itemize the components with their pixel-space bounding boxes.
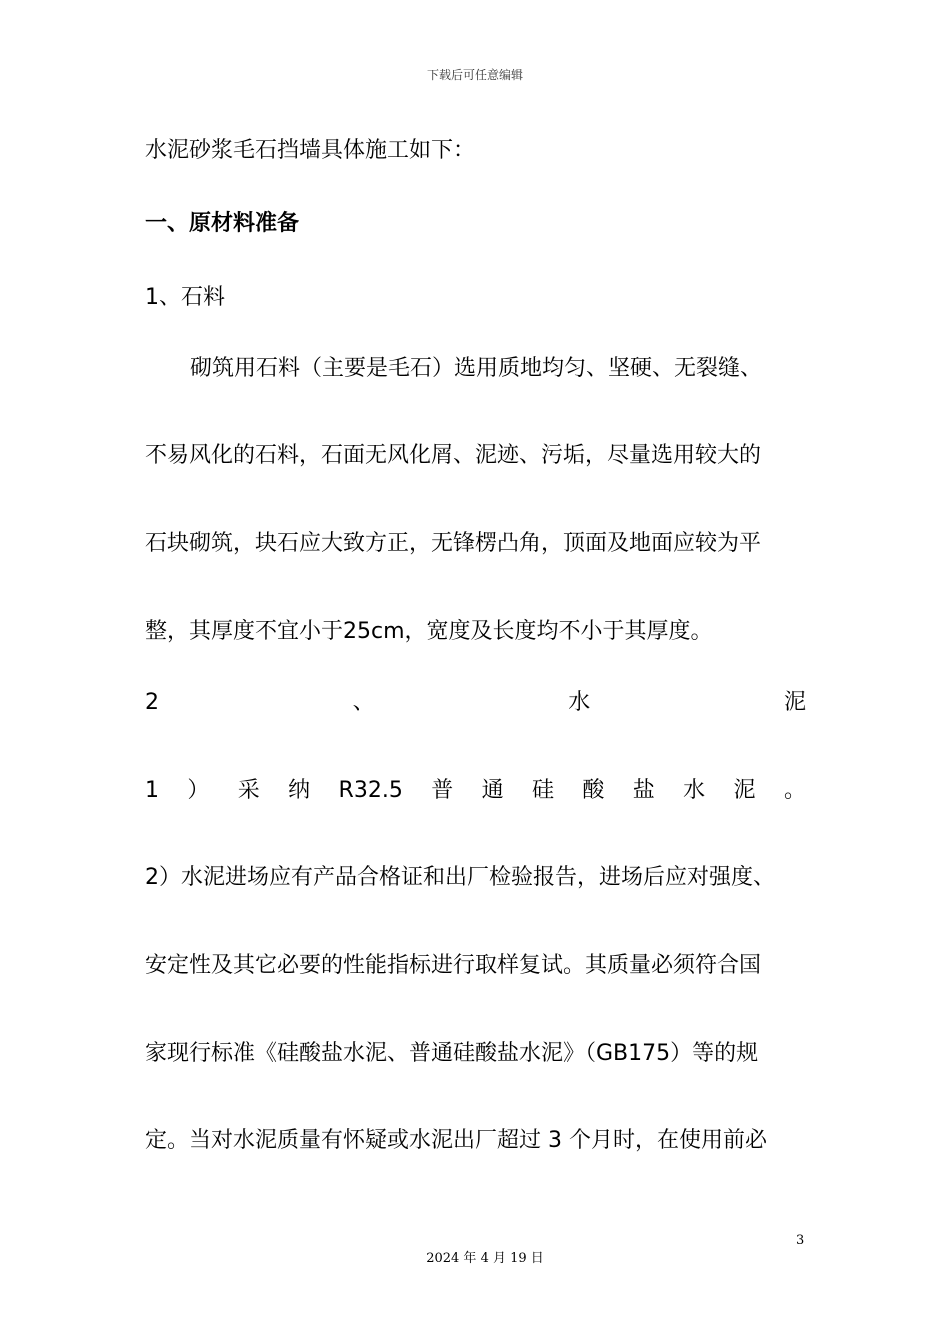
sub-item-line xyxy=(145,776,806,806)
item-number: 2 xyxy=(145,690,159,715)
sub-token: 采 xyxy=(237,778,260,803)
sub-token: ） xyxy=(187,778,210,803)
sub-token: 水 xyxy=(683,778,706,803)
sub-token: 普 xyxy=(431,778,454,803)
paragraph-line: 石块砌筑，块石应大致方正，无锋楞凸角，顶面及地面应较为平 xyxy=(145,531,762,556)
paragraph-line: 定。当对水泥质量有怀疑或水泥出厂超过 3 个月时，在使用前必 xyxy=(145,1128,767,1153)
paragraph-line: 砌筑用石料（主要是毛石）选用质地均匀、坚硬、无裂缝、 xyxy=(190,356,763,381)
page-header: 下载后可任意编辑 xyxy=(426,68,523,82)
intro-line: 水泥砂浆毛石挡墙具体施工如下： xyxy=(145,138,476,163)
section-heading: 一、原材料准备 xyxy=(145,211,300,236)
sub-token: 酸 xyxy=(582,778,605,803)
paragraph-line: 安定性及其它必要的性能指标进行取样复试。其质量必须符合国 xyxy=(145,953,762,978)
paragraph-line: 整，其厚度不宜小于25cm，宽度及长度均不小于其厚度。 xyxy=(145,619,713,644)
page-number: 3 xyxy=(796,1233,805,1248)
sub-token: 泥 xyxy=(733,778,756,803)
paragraph-line: 家现行标准《硅酸盐水泥、普通硅酸盐水泥》（GB175）等的规 xyxy=(145,1041,759,1066)
sub-token: 。 xyxy=(783,778,806,803)
item-word: 水 xyxy=(568,690,591,715)
sub-token: 硅 xyxy=(531,778,554,803)
sub-token: 通 xyxy=(481,778,504,803)
item-heading-stone: 1、石料 xyxy=(145,285,225,310)
page-footer-date: 2024 年 4 月 19 日 xyxy=(426,1251,544,1266)
sub-token: 纳 xyxy=(288,778,311,803)
item-separator: 、 xyxy=(352,690,375,715)
sub-token: R32.5 xyxy=(338,778,403,803)
item-word: 泥 xyxy=(783,690,806,715)
sub-token: 1 xyxy=(145,778,159,803)
paragraph-line: 2）水泥进场应有产品合格证和出厂检验报告，进场后应对强度、 xyxy=(145,865,775,890)
sub-token: 盐 xyxy=(632,778,655,803)
paragraph-line: 不易风化的石料，石面无风化屑、泥迹、污垢，尽量选用较大的 xyxy=(145,443,762,468)
item-heading-cement xyxy=(145,688,806,718)
